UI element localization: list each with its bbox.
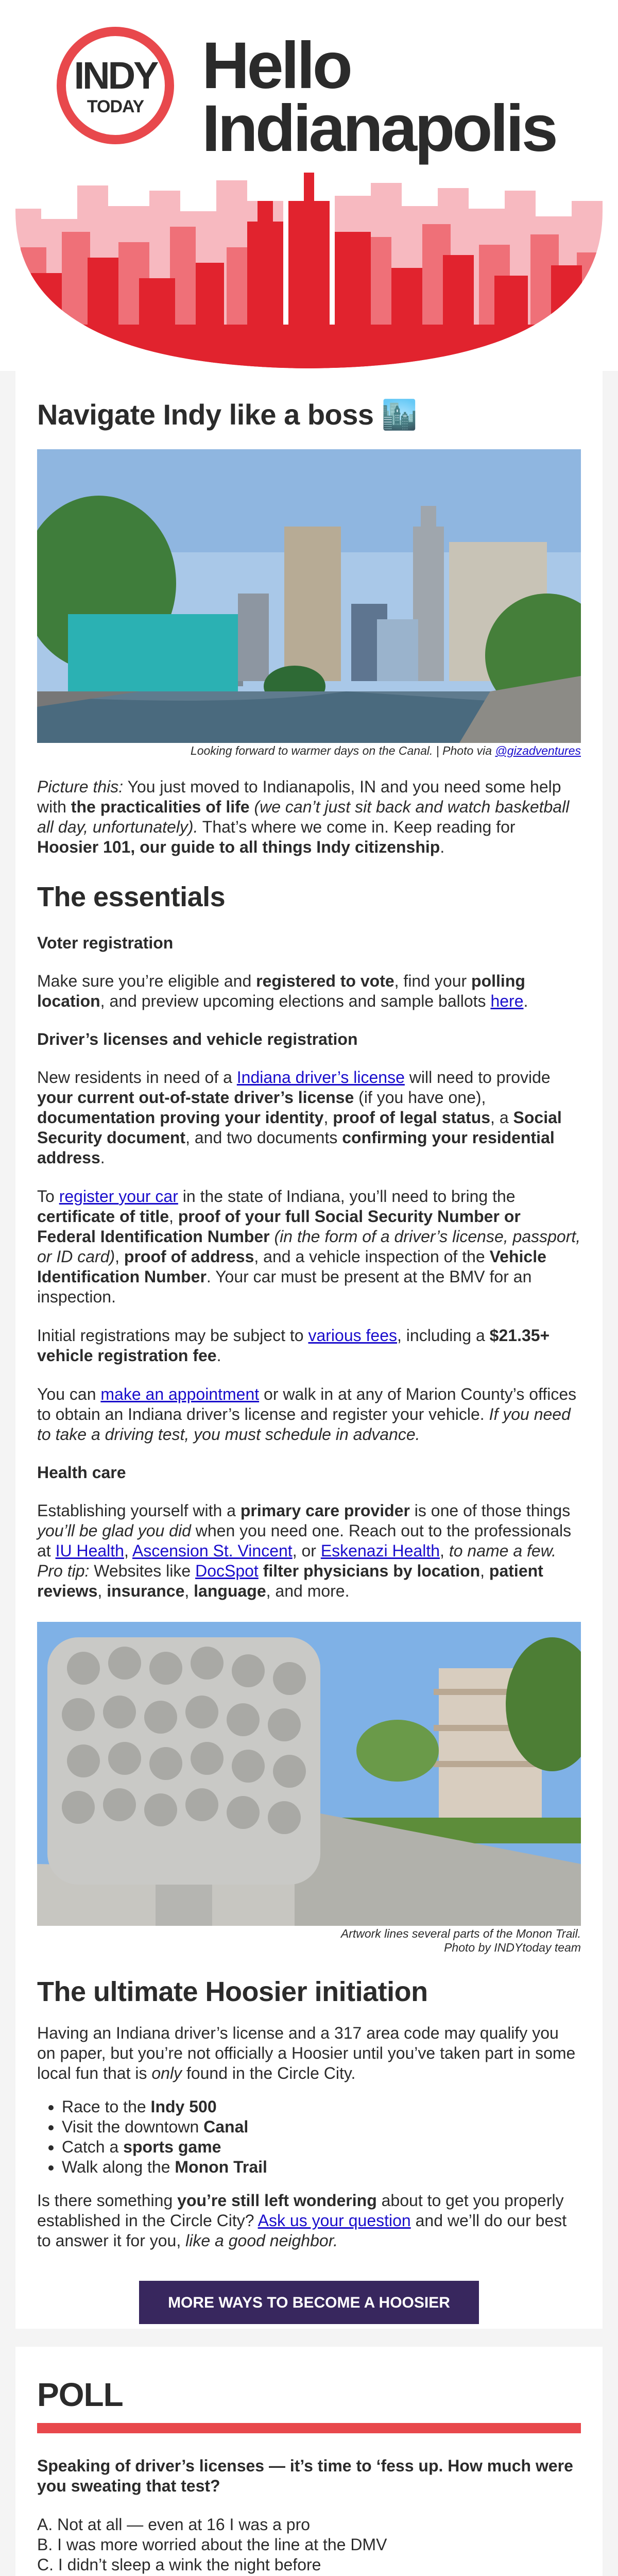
health-italic-2: to name a few. Pro tip: [37, 1541, 556, 1580]
intro-bold-3: our guide to all things Indy citizenship [140, 837, 440, 856]
logo-today-text: TODAY [87, 97, 144, 116]
initiation-text-2: found in the Circle City. [182, 2063, 356, 2082]
intro-text-2: That’s where we come in. Keep reading for [198, 817, 516, 836]
intro-italic-1: (we can’t just sit back and watch basketball all day, unfortunately). [37, 797, 570, 836]
various-fees-link[interactable]: various fees [308, 1326, 397, 1345]
list-item-text: Race to the [62, 2097, 151, 2116]
license-c-text-1: Initial registrations may be subject to [37, 1326, 308, 1345]
license-c-text-3: . [216, 1346, 221, 1365]
list-item-text: Visit the downtown [62, 2117, 204, 2136]
license-b-text-6: . Your car must be present at the BMV for an inspection. [37, 1267, 532, 1306]
voter-bold-1: registered to vote [256, 971, 394, 990]
health-heading: Health care [37, 1463, 126, 1482]
monon-caption-line1: Artwork lines several parts of the Monon Trail. [340, 1926, 581, 1940]
health-text-9: , [480, 1561, 489, 1580]
question-text-1: Is there something [37, 2191, 178, 2210]
docspot-link[interactable]: DocSpot [195, 1561, 259, 1580]
monon-photo-caption [37, 1927, 581, 1955]
health-text-7: Websites like [89, 1561, 196, 1580]
list-item-bold: Monon Trail [175, 2157, 267, 2176]
initiation-text-1: Having an Indiana driver’s license and a 317 area code may qualify you on paper, but you’re not officially a Hoosier until you’ve taken part in some local fun that is [37, 2023, 576, 2082]
poll-divider [37, 2423, 581, 2433]
monon-trail-photo-image [37, 1622, 581, 1926]
voter-bold-2: polling location [37, 971, 525, 1010]
license-a-text-4: , [323, 1108, 333, 1127]
intro-lead: Picture this: [37, 777, 124, 796]
health-text-10: , [97, 1581, 107, 1600]
poll-title: POLL [37, 2376, 123, 2413]
intro-text-4: . [440, 837, 445, 856]
license-a-text-3: (if you have one), [354, 1088, 486, 1107]
canal-photo [37, 449, 581, 743]
license-a-bold-1: your current out-of-state driver’s license [37, 1088, 354, 1107]
register-your-car-link[interactable]: register your car [59, 1187, 178, 1206]
health-bold-5: language [194, 1581, 266, 1600]
license-c-text-2: , including a [397, 1326, 490, 1345]
header-title-line1: Hello [202, 29, 350, 103]
license-b-bold-4: Vehicle Identification Number [37, 1247, 546, 1286]
ascension-st-vincent-link[interactable]: Ascension St. Vincent [132, 1541, 293, 1560]
health-text-5: , or [292, 1541, 321, 1560]
license-d-text-2: or walk in at any of Marion County’s offices to obtain an Indiana driver’s license and register your vehicle. [37, 1384, 577, 1423]
list-item [62, 2117, 581, 2137]
health-text-8 [259, 1562, 263, 1580]
license-a-text-2: will need to provide [404, 1067, 551, 1087]
main-content-card [15, 371, 603, 2329]
license-b-bold-2: proof of your full Social Security Number or Federal Identification Number [37, 1207, 521, 1246]
voter-text-4: . [523, 991, 528, 1010]
license-a-bold-4: Social Security document [37, 1108, 562, 1147]
canal-photo-image [37, 449, 581, 743]
poll-question: Speaking of driver’s licenses — it’s time to ‘fess up. How much were you sweating that test? [37, 2456, 573, 2495]
intro-bold-2: Hoosier 101 [37, 837, 131, 856]
more-ways-button[interactable]: MORE WAYS TO BECOME A HOOSIER [139, 2281, 479, 2324]
intro-heading: Navigate Indy like a boss 🏙️ [37, 398, 417, 431]
list-item-bold: sports game [123, 2137, 221, 2156]
list-item-text: Catch a [62, 2137, 124, 2156]
canal-photo-caption [37, 744, 581, 758]
voter-text-1: Make sure you’re eligible and [37, 971, 256, 990]
monon-caption-line2: Photo by INDYtoday team [444, 1941, 581, 1955]
list-item [62, 2097, 581, 2117]
license-b-text-3: , [169, 1207, 178, 1226]
license-b-text-2: in the state of Indiana, you’ll need to bring the [178, 1187, 516, 1206]
list-item [62, 2157, 581, 2177]
poll-option-c[interactable]: C. I didn’t sleep a wink the night before [37, 2555, 321, 2574]
header-title [202, 29, 556, 165]
license-a-text-1: New residents in need of a [37, 1067, 237, 1087]
initiation-paragraph [37, 2023, 581, 2083]
license-a-bold-2: documentation proving your identity [37, 1108, 324, 1127]
license-a-text-5: , a [490, 1108, 513, 1127]
logo-indy-text: INDY [74, 54, 157, 97]
initiation-italic-1: only [151, 2063, 182, 2082]
health-bold-2: filter physicians by location [263, 1561, 480, 1580]
question-text-2: about to get you properly established in the Circle City? [37, 2191, 564, 2230]
health-text-2: is one of those things [409, 1501, 571, 1520]
list-item-bold: Canal [203, 2117, 249, 2136]
voter-text-3: , and preview upcoming elections and sample ballots [100, 991, 491, 1010]
voter-here-link[interactable]: here [490, 991, 524, 1010]
health-bold-1: primary care provider [240, 1501, 410, 1520]
license-d-text-1: You can [37, 1384, 101, 1403]
license-a-text-7: . [100, 1148, 105, 1167]
indiana-drivers-license-link[interactable]: Indiana driver’s license [236, 1067, 405, 1087]
health-paragraph [37, 1501, 581, 1601]
health-bold-3: patient reviews [37, 1561, 543, 1600]
question-text-3: and we’ll do our best to answer it for you, [37, 2211, 567, 2250]
voter-text-2: , find your [394, 971, 472, 990]
license-b-italic-1: (in the form of a driver’s license, passport, or ID card) [37, 1227, 581, 1266]
license-a-bold-5: confirming your residential address [37, 1128, 555, 1167]
question-bold-1: you’re still left wondering [177, 2191, 377, 2210]
voter-paragraph [37, 971, 581, 1011]
license-b-text-1: To [37, 1187, 59, 1206]
health-italic-1: you’ll be glad you did [37, 1521, 191, 1540]
poll-option-a[interactable]: A. Not at all — even at 16 I was a pro [37, 2515, 311, 2534]
list-item-bold: Indy 500 [150, 2097, 217, 2116]
question-paragraph [37, 2191, 581, 2251]
license-paragraph-4 [37, 1384, 581, 1445]
license-heading: Driver’s licenses and vehicle registration [37, 1029, 358, 1048]
license-a-text-6: , and two documents [185, 1128, 342, 1147]
health-text-3: when you need one. Reach out to the professionals at [37, 1521, 572, 1560]
initiation-list [37, 2097, 581, 2177]
health-text-4: , [124, 1541, 132, 1560]
eskenazi-health-link[interactable]: Eskenazi Health [320, 1541, 440, 1560]
license-a-bold-3: proof of legal status [333, 1108, 491, 1127]
health-text-11: , [184, 1581, 194, 1600]
essentials-heading: The essentials [37, 881, 226, 912]
question-italic-1: like a good neighbor. [185, 2231, 338, 2250]
health-text-6: , [440, 1541, 449, 1560]
list-item-text: Walk along the [62, 2157, 175, 2176]
health-text-1: Establishing yourself with a [37, 1501, 241, 1520]
license-paragraph-2 [37, 1187, 581, 1307]
license-b-text-5: , and a vehicle inspection of the [254, 1247, 490, 1266]
poll-options [37, 2515, 581, 2576]
license-b-bold-3: proof of address [124, 1247, 254, 1266]
health-bold-4: insurance [107, 1581, 185, 1600]
make-an-appointment-link[interactable]: make an appointment [100, 1384, 260, 1403]
license-b-bold-1: certificate of title [37, 1207, 169, 1226]
monon-trail-photo [37, 1622, 581, 1926]
voter-heading: Voter registration [37, 933, 174, 952]
newsletter-header [0, 0, 618, 371]
health-text-12: , and more. [266, 1581, 350, 1600]
caption-text: Looking forward to warmer days on the Canal. | Photo via [190, 744, 495, 757]
header-title-line2: Indianapolis [202, 92, 556, 165]
license-c-bold-1: $21.35+ vehicle registration fee [37, 1326, 550, 1365]
intro-paragraph [37, 777, 581, 857]
license-paragraph-1 [37, 1067, 581, 1168]
license-paragraph-3 [37, 1326, 581, 1366]
intro-bold-1: the practicalities of life [71, 797, 250, 816]
list-item [62, 2137, 581, 2157]
poll-card [15, 2347, 603, 2576]
initiation-heading: The ultimate Hoosier initiation [37, 1976, 428, 2007]
poll-option-b[interactable]: B. I was more worried about the line at the DMV [37, 2535, 387, 2554]
indytoday-logo[interactable] [57, 27, 174, 144]
license-d-italic-1: If you need to take a driving test, you must schedule in advance. [37, 1404, 571, 1444]
intro-text-3: , [130, 837, 140, 856]
skyline-illustration [0, 170, 618, 371]
ask-us-your-question-link[interactable]: Ask us your question [258, 2211, 411, 2230]
license-b-text-4: , [115, 1247, 124, 1266]
iu-health-link[interactable]: IU Health [55, 1541, 124, 1560]
photo-credit-link[interactable]: @gizadventures [495, 744, 581, 757]
intro-text-1: You just moved to Indianapolis, IN and you need some help with [37, 777, 561, 816]
